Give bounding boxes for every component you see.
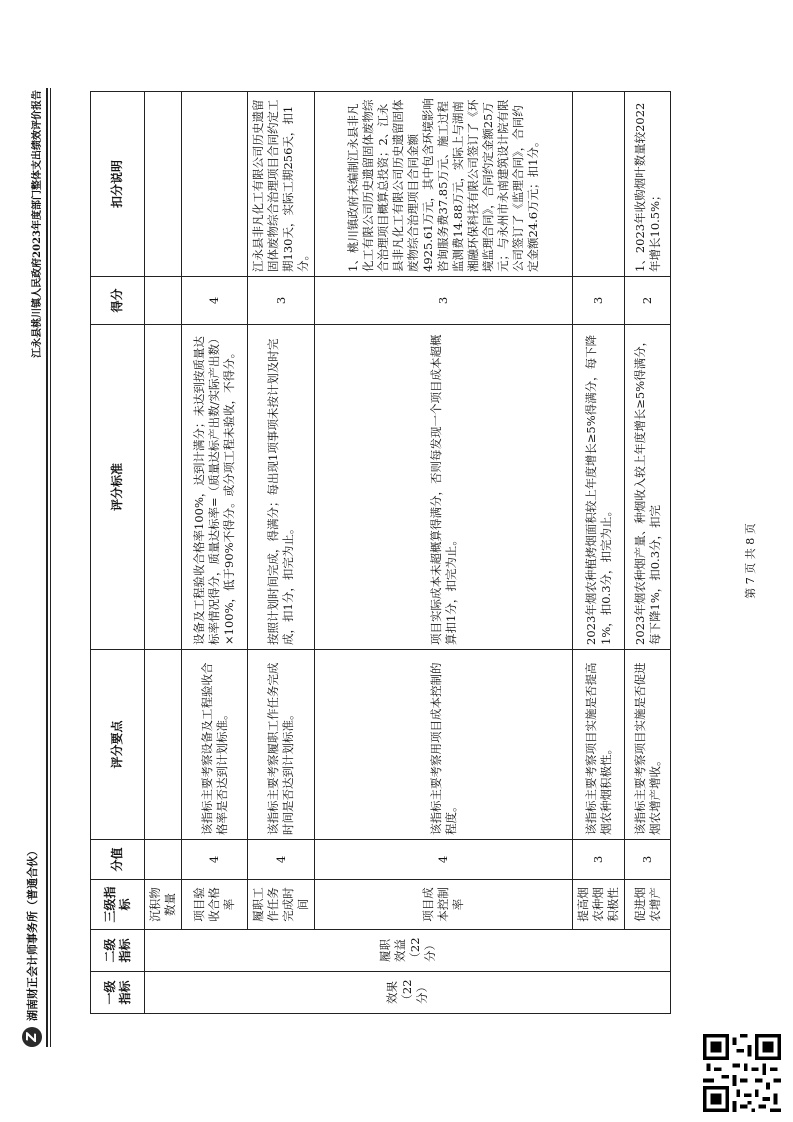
criteria-cell: 2023年烟农种植烤烟面积较上年度增长≥5%得满分，每下降1%，扣0.3分，扣完为止。 <box>573 325 625 650</box>
points-cell <box>145 650 182 840</box>
table-row <box>625 92 671 1014</box>
got-cell: 2 <box>625 277 671 325</box>
table-row <box>182 92 248 1014</box>
level3-cell: 促进烟农增产 <box>625 880 671 930</box>
points-cell: 该指标主要考察用项目成本控制的程度。 <box>315 650 573 840</box>
page-number: 第 7 页 共 8 页 <box>744 523 757 599</box>
firm-header <box>22 845 42 1047</box>
criteria-cell: 设备及工程验收合格率100%，达到计满分；未达到按质量达标率情况得分，质量达标率=（质量达标产出数/实际产出数）×100%，低于90%不得分。或分项工程未验收，不得分。 <box>182 325 248 650</box>
level3-cell: 沉积物数量 <box>145 880 182 930</box>
table-row <box>315 92 573 1014</box>
level2-cell: 履职效益（22分） <box>145 930 671 972</box>
criteria-cell: 项目实际成本未超概算得满分，否则每发现一个项目成本超概算扣1分，扣完为止。 <box>315 325 573 650</box>
note-cell <box>182 92 248 277</box>
points-cell: 该指标主要考察项目实施是否促进烟农增产增收。 <box>625 650 671 840</box>
level3-cell: 项目验收合格率 <box>182 880 248 930</box>
score-cell: 4 <box>248 840 315 880</box>
score-cell <box>145 840 182 880</box>
score-cell: 3 <box>573 840 625 880</box>
points-cell: 该指标主要考察设备及工程验收合格率是否达到计划标准。 <box>182 650 248 840</box>
firm-name: 湖南财正会计师事务所（普通合伙） <box>26 845 39 1021</box>
table-row <box>248 92 315 1014</box>
got-cell: 3 <box>248 277 315 325</box>
firm-logo-icon: Z <box>22 1027 42 1047</box>
score-cell: 4 <box>182 840 248 880</box>
score-cell: 3 <box>625 840 671 880</box>
header-divider <box>46 88 48 1047</box>
header-cell: 分值 <box>91 840 145 880</box>
criteria-cell: 2023年烟农种烟产量、种烟收入较上年度增长≥5%得满分，每下降1%，扣0.3分，扣完 <box>625 325 671 650</box>
header-cell: 评分要点 <box>91 650 145 840</box>
header-cell: 评分标准 <box>91 325 145 650</box>
level1-cell: 效果（22分） <box>145 972 671 1014</box>
level3-cell: 项目成本控制率 <box>315 880 573 930</box>
level3-cell: 提高烟农种烟积极性 <box>573 880 625 930</box>
got-cell: 4 <box>182 277 248 325</box>
header-cell: 二级指标 <box>91 930 145 972</box>
header-cell: 得分 <box>91 277 145 325</box>
table-row <box>573 92 625 1014</box>
points-cell: 该指标主要考察项目实施是否提高烟农种烟积极性。 <box>573 650 625 840</box>
header-cell: 三级指标 <box>91 880 145 930</box>
score-cell: 4 <box>315 840 573 880</box>
got-cell: 3 <box>573 277 625 325</box>
note-cell <box>145 92 182 277</box>
note-cell: 1、桃川镇政府未编制江永县非凡化工有限公司历史遗留固体废物综合治理项目概算总投资；2、江永县非凡化工有限公司历史遗留固体废物综合治理项目合同金额4925.61万元，其中包含环境影响咨询服务费37.85万元、施工过程监测费14.88万元，实际上与湖南湘融环保科技有限公司签订了《环境监理合同》，合同约定金额25万元；与永州市永南建筑设计院有限公司签订了《监理合同》，合同约定金额24.6万元；扣1分。 <box>315 92 573 277</box>
points-cell: 该指标主要考察履职工作任务完成时间是否达到计划标准。 <box>248 650 315 840</box>
got-cell <box>145 277 182 325</box>
report-title: 江永县桃川镇人民政府2023年度部门整体支出绩效评价报告 <box>32 90 43 358</box>
header-cell: 扣分说明 <box>91 92 145 277</box>
got-cell: 3 <box>315 277 573 325</box>
evaluation-table <box>90 91 671 1014</box>
qr-code-icon <box>703 1034 781 1112</box>
note-cell: 江永县非凡化工有限公司历史遗留固体废物综合治理项目合同约定工期130天，实际工期256天，扣1分。 <box>248 92 315 277</box>
note-cell <box>573 92 625 277</box>
table-row <box>145 92 182 1014</box>
header-divider-thin <box>50 88 51 1047</box>
table-header-row <box>91 92 145 1014</box>
note-cell: 1、2023年收购烟叶数量较2022年增长10.5%； <box>625 92 671 277</box>
criteria-cell <box>145 325 182 650</box>
level3-cell: 履职工作任务完成时间 <box>248 880 315 930</box>
criteria-cell: 按照计划时间完成，得满分；每出现1项事项未按计划及时完成，扣1分，扣完为止。 <box>248 325 315 650</box>
header-cell: 一级指标 <box>91 972 145 1014</box>
